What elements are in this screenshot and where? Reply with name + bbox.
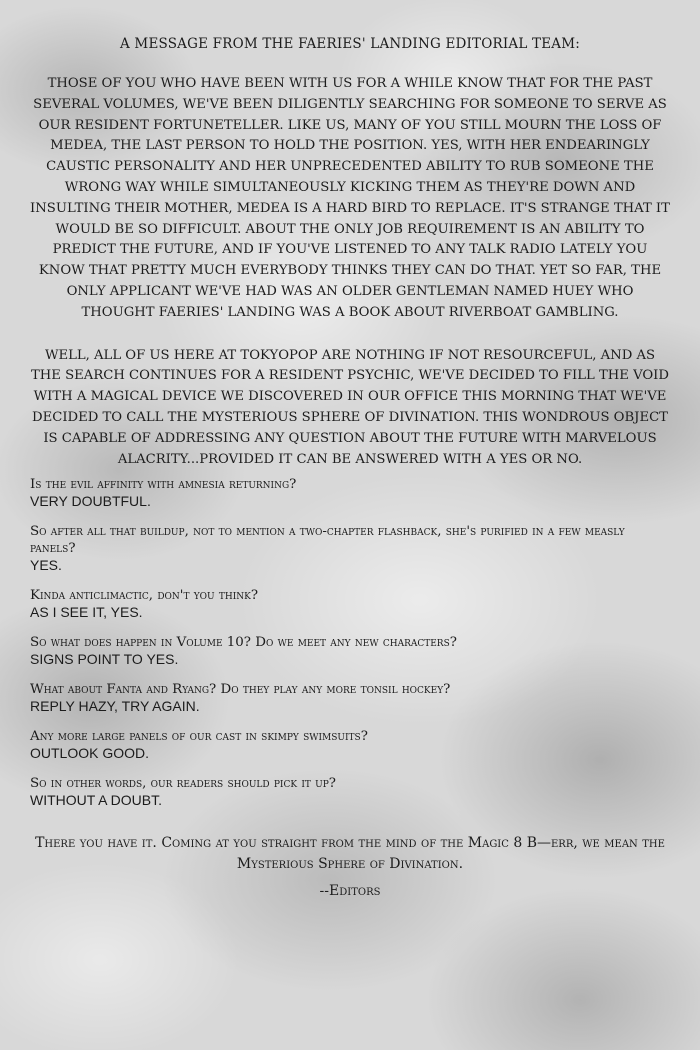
answer: OUTLOOK GOOD. — [30, 745, 150, 762]
question: Kinda anticlimactic, don't you think? — [30, 588, 259, 604]
qa-item — [28, 634, 672, 668]
qa-item — [28, 476, 672, 510]
qa-item — [28, 728, 672, 762]
answer: REPLY HAZY, TRY AGAIN. — [30, 698, 200, 715]
qa-list — [28, 476, 672, 809]
question: What about Fanta and Ryang? Do they play any more tonsil hockey? — [30, 682, 451, 698]
qa-item — [28, 587, 672, 621]
closing-paragraph: There you have it. Coming at you straight from the mind of the Magic 8 B—err, we mean the Mysterious Sphere of Divination. — [35, 835, 665, 873]
question: So in other words, our readers should pick it up? — [30, 776, 336, 792]
qa-item — [28, 523, 672, 574]
qa-item — [28, 775, 672, 809]
question: So what does happen in Volume 10? Do we meet any new characters? — [30, 635, 457, 651]
editorial-page — [28, 36, 672, 1036]
intro-paragraph: THOSE OF YOU WHO HAVE BEEN WITH US FOR A WHILE KNOW THAT FOR THE PAST SEVERAL VOLUMES, WE'VE BEEN DILIGENTLY SEARCHING FOR SOMEONE TO SERVE AS OUR RESIDENT FORTUNETELLER. LIKE US, MANY OF YOU STILL MOURN THE LOSS OF MEDEA, THE LAST PERSON TO HOLD THE POSITION. YES, WITH HER ENDEARINGLY CAUSTIC PERSONALITY AND HER UNPRECEDENTED ABILITY TO RUB SOMEONE THE WRONG WAY WHILE SIMULTANEOUSLY KICKING THEM AS THEY'RE DOWN AND INSULTING THEIR MOTHER, MEDEA IS A HARD BIRD TO REPLACE. IT'S STRANGE THAT IT WOULD BE SO DIFFICULT. ABOUT THE ONLY JOB REQUIREMENT IS AN ABILITY TO PREDICT THE FUTURE, AND IF YOU'VE LISTENED TO ANY TALK RADIO LATELY YOU KNOW THAT PRETTY MUCH EVERYBODY THINKS THEY CAN DO THAT. YET SO FAR, THE ONLY APPLICANT WE'VE HAD WAS AN OLDER GENTLEMAN NAMED HUEY WHO THOUGHT FAERIES' LANDING WAS A BOOK ABOUT RIVERBOAT GAMBLING. — [30, 76, 670, 320]
qa-item — [28, 681, 672, 715]
answer: WITHOUT A DOUBT. — [30, 792, 162, 809]
answer: YES. — [30, 557, 62, 574]
question: Any more large panels of our cast in skimpy swimsuits? — [30, 729, 368, 745]
signature: --Editors — [319, 883, 381, 900]
answer: SIGNS POINT TO YES. — [30, 651, 179, 668]
answer: VERY DOUBTFUL. — [30, 493, 151, 510]
question: So after all that buildup, not to mention a two-chapter flashback, she's purified in a few measly panels? — [30, 524, 625, 557]
answer: AS I SEE IT, YES. — [30, 604, 143, 621]
page-title: A MESSAGE FROM THE FAERIES' LANDING EDITORIAL TEAM: — [119, 36, 581, 52]
question: Is the evil affinity with amnesia returning? — [30, 477, 297, 493]
sphere-paragraph: WELL, ALL OF US HERE AT TOKYOPOP ARE NOTHING IF NOT RESOURCEFUL, AND AS THE SEARCH CONTINUES FOR A RESIDENT PSYCHIC, WE'VE DECIDED TO FILL THE VOID WITH A MAGICAL DEVICE WE DISCOVERED IN OUR OFFICE THIS MORNING THAT WE'VE DECIDED TO CALL THE MYSTERIOUS SPHERE OF DIVINATION. THIS WONDROUS OBJECT IS CAPABLE OF ADDRESSING ANY QUESTION ABOUT THE FUTURE WITH MARVELOUS ALACRITY...PROVIDED IT CAN BE ANSWERED WITH A YES OR NO. — [31, 347, 669, 467]
